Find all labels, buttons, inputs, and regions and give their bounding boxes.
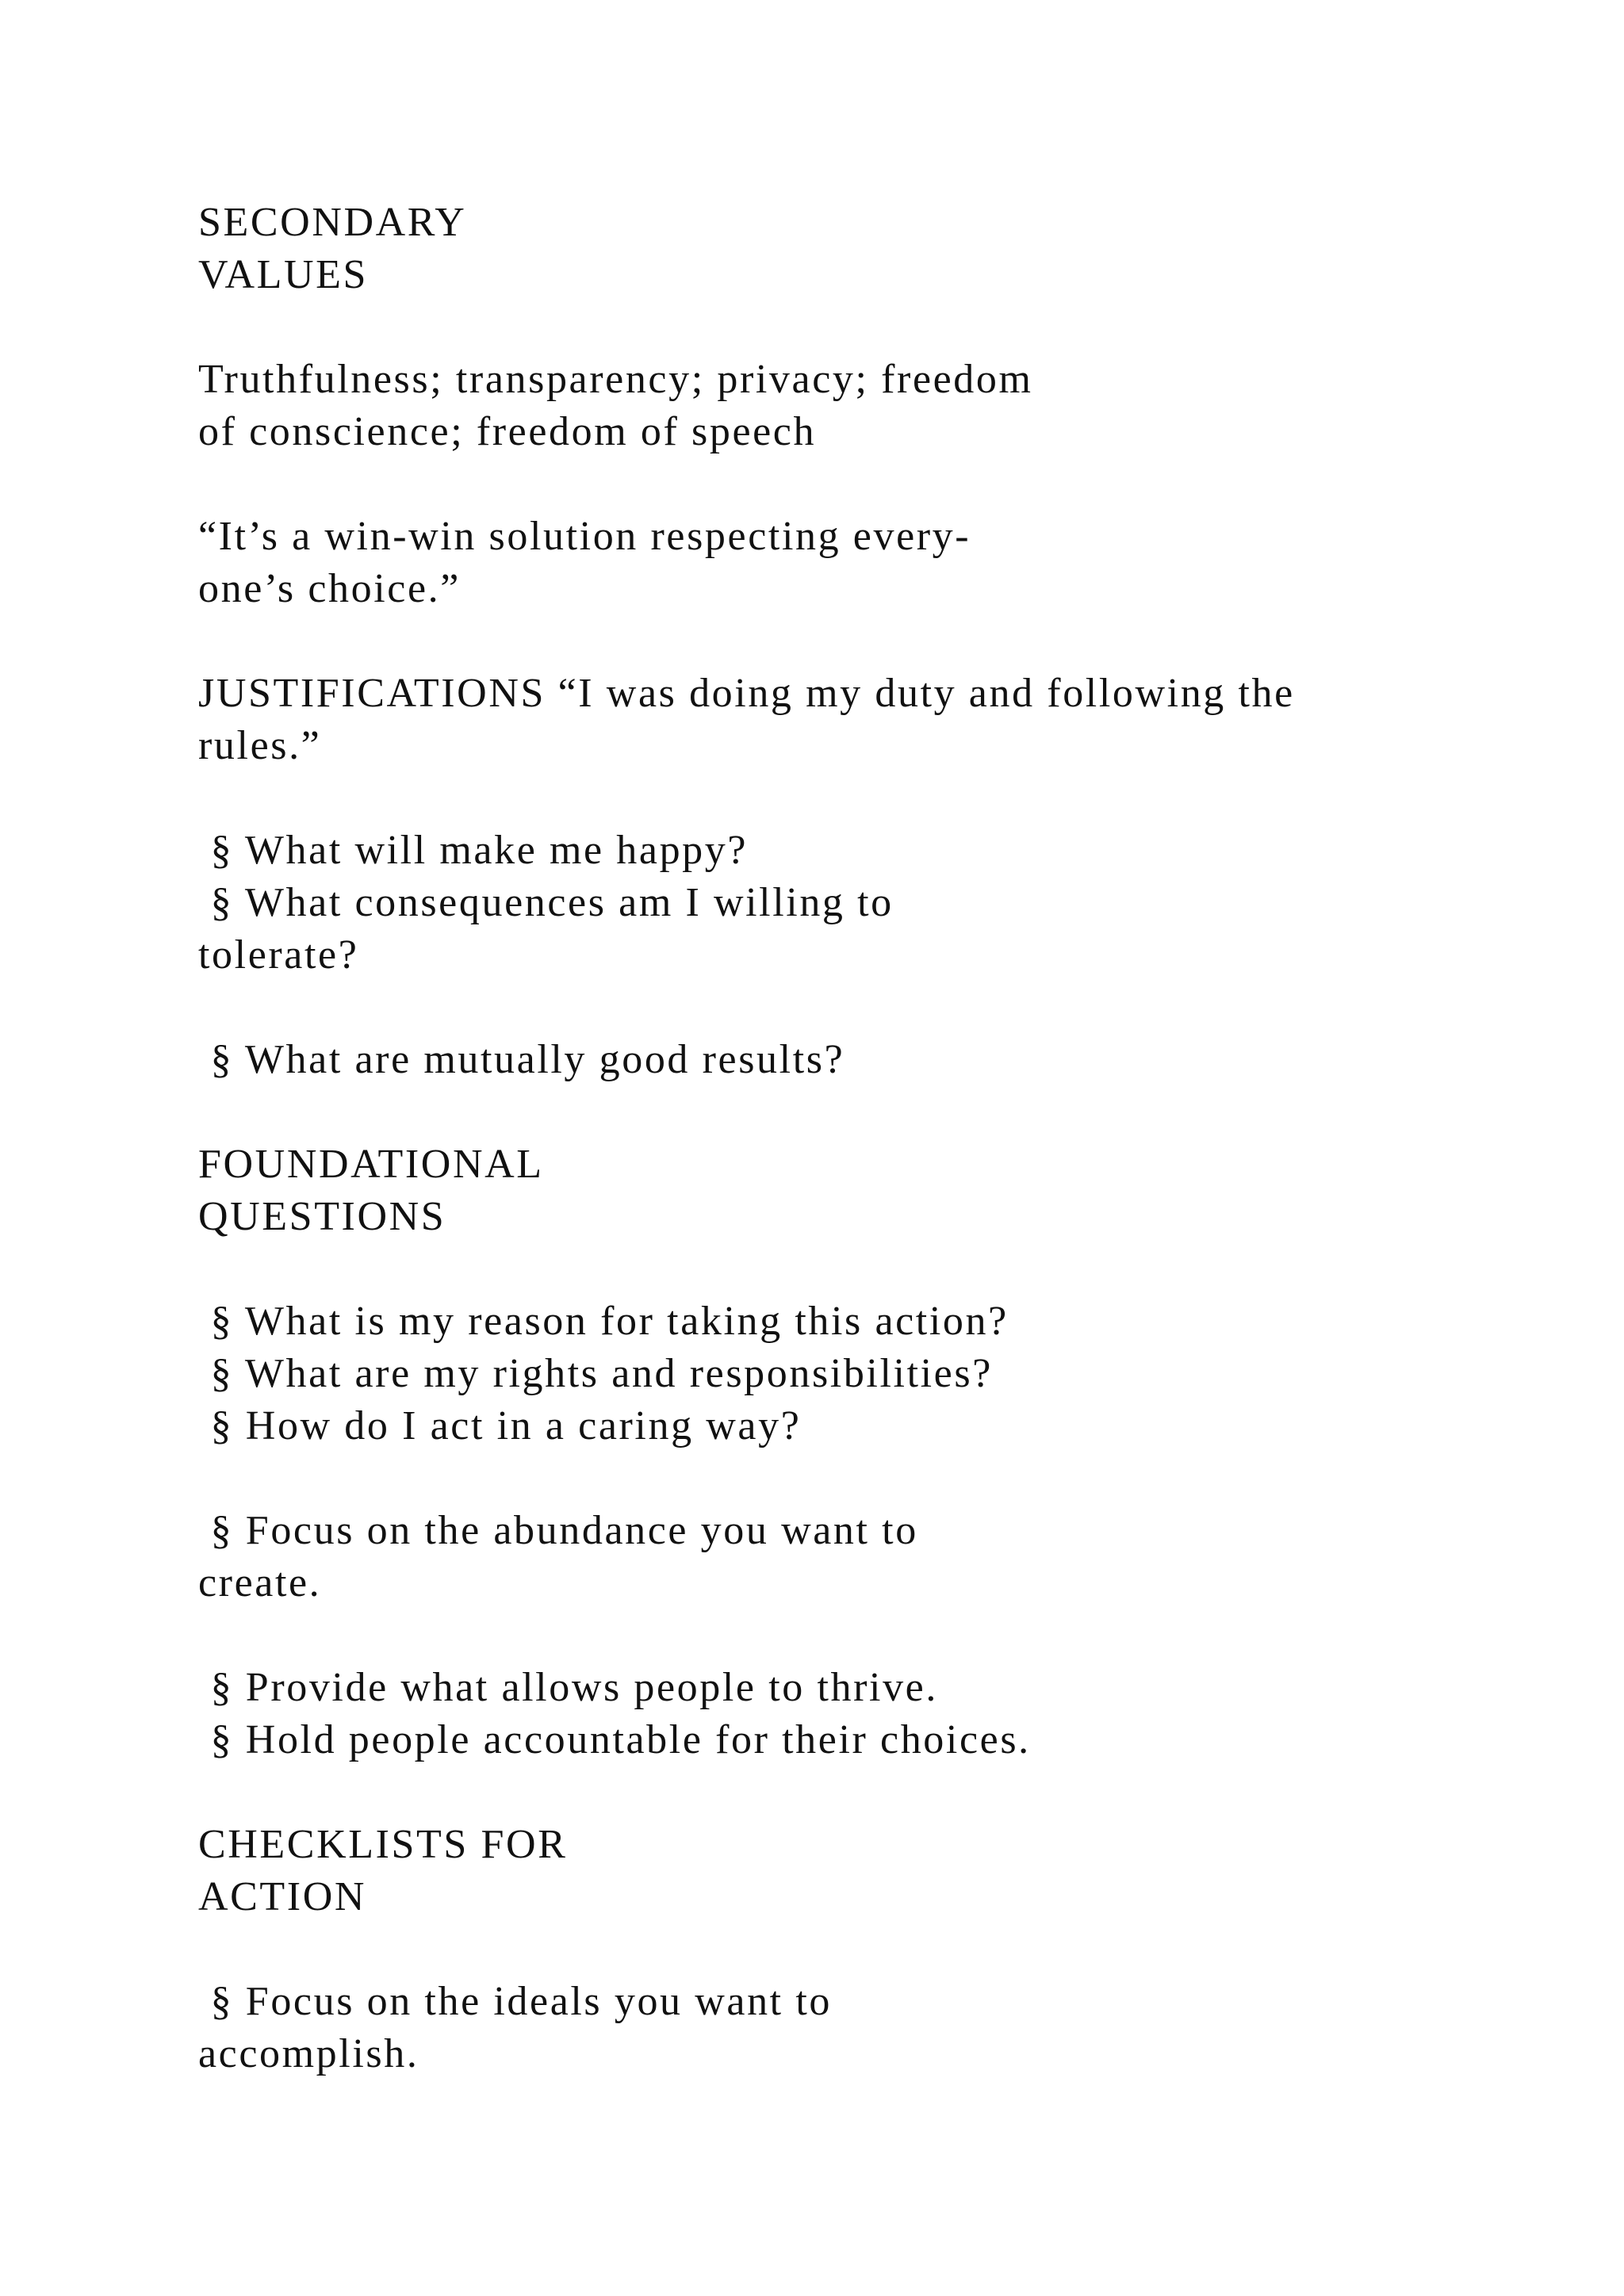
- bullet-item: § Provide what allows people to thrive.: [198, 1665, 938, 1710]
- bullet-item-continuation: tolerate?: [198, 932, 359, 978]
- bullet-item: § Focus on the ideals you want to: [198, 1979, 832, 2024]
- bullet-item-continuation: accomplish.: [198, 2031, 419, 2076]
- quote-line: “It’s a win-win solution respecting every-: [198, 514, 971, 559]
- bullet-item: § How do I act in a caring way?: [198, 1403, 802, 1448]
- bullet-item-continuation: create.: [198, 1560, 322, 1605]
- bullet-item: § What are my rights and responsibilities?: [198, 1351, 993, 1396]
- justifications-line: rules.”: [198, 723, 322, 768]
- bullet-item: § What are mutually good results?: [198, 1037, 845, 1082]
- heading-secondary: SECONDARY: [198, 200, 467, 245]
- heading-checklists: CHECKLISTS FOR: [198, 1822, 568, 1867]
- bullet-item: § Hold people accountable for their choices.: [198, 1717, 1031, 1762]
- heading-values: VALUES: [198, 252, 369, 297]
- justifications-line: JUSTIFICATIONS “I was doing my duty and following the: [198, 671, 1295, 716]
- heading-questions: QUESTIONS: [198, 1194, 446, 1239]
- text-line: of conscience; freedom of speech: [198, 409, 817, 454]
- heading-foundational: FOUNDATIONAL: [198, 1142, 544, 1187]
- bullet-item: § What consequences am I willing to: [198, 880, 894, 925]
- quote-line: one’s choice.”: [198, 566, 461, 611]
- bullet-item: § What will make me happy?: [198, 828, 749, 873]
- bullet-item: § What is my reason for taking this action?: [198, 1299, 1009, 1344]
- heading-action: ACTION: [198, 1874, 367, 1919]
- text-line: Truthfulness; transparency; privacy; freedom: [198, 357, 1033, 402]
- bullet-item: § Focus on the abundance you want to: [198, 1508, 918, 1553]
